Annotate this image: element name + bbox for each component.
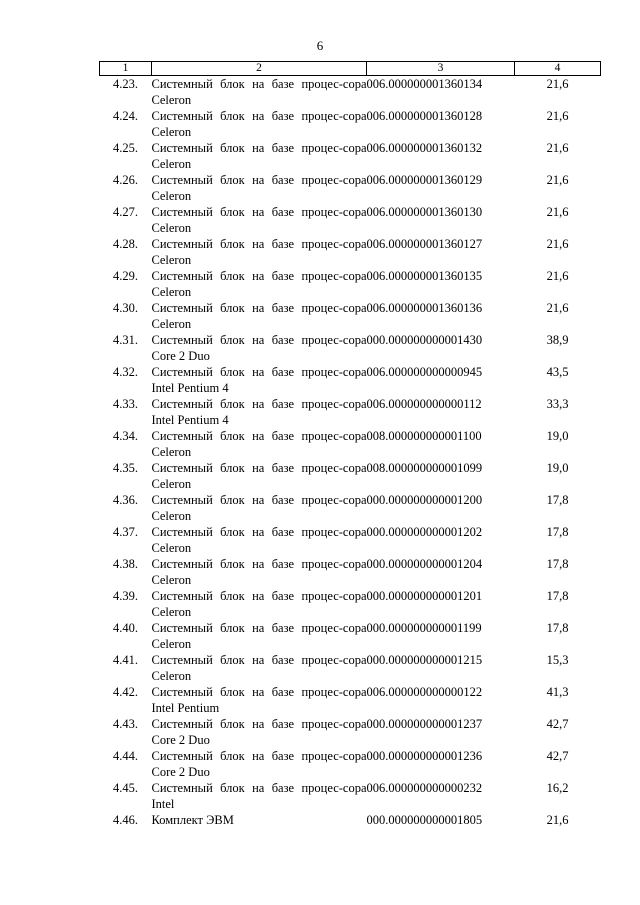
item-value: 21,6 — [546, 173, 569, 187]
item-name: Системный блок на базе процес-сора Core 2 Duo — [151, 717, 367, 747]
item-value: 21,6 — [546, 813, 569, 827]
row-number: 4.28. — [113, 237, 138, 251]
inventory-code: 006.000000000000945 — [366, 365, 483, 379]
page-number: 6 — [316, 38, 324, 53]
item-value: 17,8 — [546, 621, 569, 635]
table-row — [100, 812, 601, 832]
item-value: 42,7 — [546, 717, 569, 731]
row-number: 4.45. — [113, 781, 138, 795]
inventory-code: 000.000000000001199 — [366, 621, 482, 635]
header-row — [100, 62, 601, 76]
inventory-code: 000.000000000001202 — [366, 525, 483, 539]
item-value: 38,9 — [546, 333, 569, 347]
item-name: Системный блок на базе процес-сора Intel Pentium 4 — [151, 397, 367, 427]
item-name: Системный блок на базе процес-сора Celeron — [151, 205, 367, 235]
table-row — [100, 236, 601, 268]
inventory-code: 000.000000000001430 — [366, 333, 483, 347]
inventory-code: 008.000000000001100 — [366, 429, 482, 443]
item-value: 21,6 — [546, 269, 569, 283]
row-number: 4.29. — [113, 269, 138, 283]
item-name: Системный блок на базе процес-сора Celeron — [151, 173, 367, 203]
table-row — [100, 364, 601, 396]
row-number: 4.36. — [113, 493, 138, 507]
item-name: Системный блок на базе процес-сора Celeron — [151, 621, 367, 651]
item-name: Системный блок на базе процес-сора Celeron — [151, 301, 367, 331]
row-number: 4.38. — [113, 557, 138, 571]
item-value: 21,6 — [546, 77, 569, 91]
row-number: 4.23. — [113, 77, 138, 91]
table-row — [100, 716, 601, 748]
item-value: 43,5 — [546, 365, 569, 379]
item-name: Системный блок на базе процес-сора Intel Pentium — [151, 685, 367, 715]
table-row — [100, 332, 601, 364]
item-name: Системный блок на базе процес-сора Intel Pentium 4 — [151, 365, 367, 395]
item-name: Системный блок на базе процес-сора Celeron — [151, 109, 367, 139]
item-value: 15,3 — [546, 653, 569, 667]
row-number: 4.46. — [113, 813, 138, 827]
inventory-code: 006.000000001360130 — [366, 205, 483, 219]
item-name: Системный блок на базе процес-сора Celeron — [151, 557, 367, 587]
item-name: Системный блок на базе процес-сора Core 2 Duo — [151, 333, 367, 363]
table-row — [100, 588, 601, 620]
inventory-code: 000.000000000001204 — [366, 557, 483, 571]
item-name: Системный блок на базе процес-сора Celeron — [151, 653, 367, 683]
item-name: Системный блок на базе процес-сора Celeron — [151, 141, 367, 171]
item-value: 16,2 — [546, 781, 569, 795]
inventory-code: 006.000000001360132 — [366, 141, 483, 155]
item-value: 21,6 — [546, 205, 569, 219]
inventory-code: 000.000000000001805 — [366, 813, 483, 827]
table-row — [100, 652, 601, 684]
item-name: Системный блок на базе процес-сора Celeron — [151, 589, 367, 619]
item-value: 17,8 — [546, 493, 569, 507]
inventory-code: 006.000000001360127 — [366, 237, 483, 251]
table-row — [100, 780, 601, 812]
header-col-2: 2 — [152, 62, 367, 76]
inventory-code: 000.000000000001236 — [366, 749, 483, 763]
item-value: 21,6 — [546, 301, 569, 315]
item-value: 21,6 — [546, 237, 569, 251]
inventory-code: 000.000000000001200 — [366, 493, 483, 507]
row-number: 4.30. — [113, 301, 138, 315]
table-row — [100, 204, 601, 236]
inventory-code: 006.000000001360129 — [366, 173, 483, 187]
item-name: Системный блок на базе процес-сора Celeron — [151, 525, 367, 555]
row-number: 4.39. — [113, 589, 138, 603]
table-row — [100, 684, 601, 716]
row-number: 4.44. — [113, 749, 138, 763]
table-row — [100, 172, 601, 204]
table-header — [100, 62, 601, 76]
inventory-table — [99, 61, 601, 832]
inventory-code: 006.000000000000112 — [366, 397, 482, 411]
item-name: Системный блок на базе процес-сора Celeron — [151, 237, 367, 267]
table-row — [100, 108, 601, 140]
table-row — [100, 460, 601, 492]
item-value: 21,6 — [546, 109, 569, 123]
row-number: 4.43. — [113, 717, 138, 731]
inventory-code: 000.000000000001237 — [366, 717, 483, 731]
row-number: 4.35. — [113, 461, 138, 475]
table-row — [100, 268, 601, 300]
item-name: Системный блок на базе процес-сора Celeron — [151, 269, 367, 299]
row-number: 4.25. — [113, 141, 138, 155]
row-number: 4.31. — [113, 333, 138, 347]
inventory-code: 006.000000001360128 — [366, 109, 483, 123]
item-name: Системный блок на базе процес-сора Intel — [151, 781, 367, 811]
table-row — [100, 300, 601, 332]
item-value: 41,3 — [546, 685, 569, 699]
table-row — [100, 428, 601, 460]
row-number: 4.42. — [113, 685, 138, 699]
inventory-code: 000.000000000001215 — [366, 653, 483, 667]
inventory-code: 006.000000001360136 — [366, 301, 483, 315]
item-name: Комплект ЭВМ — [151, 813, 234, 827]
row-number: 4.41. — [113, 653, 138, 667]
table-row — [100, 524, 601, 556]
item-name: Системный блок на базе процес-сора Celeron — [151, 77, 367, 107]
inventory-code: 000.000000000001201 — [366, 589, 483, 603]
inventory-code: 006.000000001360134 — [366, 77, 483, 91]
header-col-3: 3 — [367, 62, 515, 76]
inventory-code: 006.000000001360135 — [366, 269, 483, 283]
item-name: Системный блок на базе процес-сора Celeron — [151, 429, 367, 459]
header-col-1: 1 — [100, 62, 152, 76]
item-value: 19,0 — [546, 429, 569, 443]
inventory-code: 008.000000000001099 — [366, 461, 483, 475]
header-col-4: 4 — [515, 62, 601, 76]
item-name: Системный блок на базе процес-сора Celeron — [151, 493, 367, 523]
item-value: 17,8 — [546, 557, 569, 571]
row-number: 4.37. — [113, 525, 138, 539]
table-row — [100, 76, 601, 109]
table-row — [100, 620, 601, 652]
table-body — [100, 76, 601, 833]
table-row — [100, 396, 601, 428]
item-value: 17,8 — [546, 525, 569, 539]
row-number: 4.26. — [113, 173, 138, 187]
item-name: Системный блок на базе процес-сора Celeron — [151, 461, 367, 491]
row-number: 4.32. — [113, 365, 138, 379]
inventory-code: 006.000000000000232 — [366, 781, 483, 795]
item-value: 17,8 — [546, 589, 569, 603]
item-value: 21,6 — [546, 141, 569, 155]
table-row — [100, 556, 601, 588]
table-row — [100, 492, 601, 524]
item-value: 42,7 — [546, 749, 569, 763]
table-row — [100, 748, 601, 780]
item-name: Системный блок на базе процес-сора Core 2 Duo — [151, 749, 367, 779]
row-number: 4.27. — [113, 205, 138, 219]
item-value: 33,3 — [546, 397, 569, 411]
row-number: 4.33. — [113, 397, 138, 411]
row-number: 4.34. — [113, 429, 138, 443]
row-number: 4.24. — [113, 109, 138, 123]
row-number: 4.40. — [113, 621, 138, 635]
table-row — [100, 140, 601, 172]
item-value: 19,0 — [546, 461, 569, 475]
inventory-code: 006.000000000000122 — [366, 685, 483, 699]
